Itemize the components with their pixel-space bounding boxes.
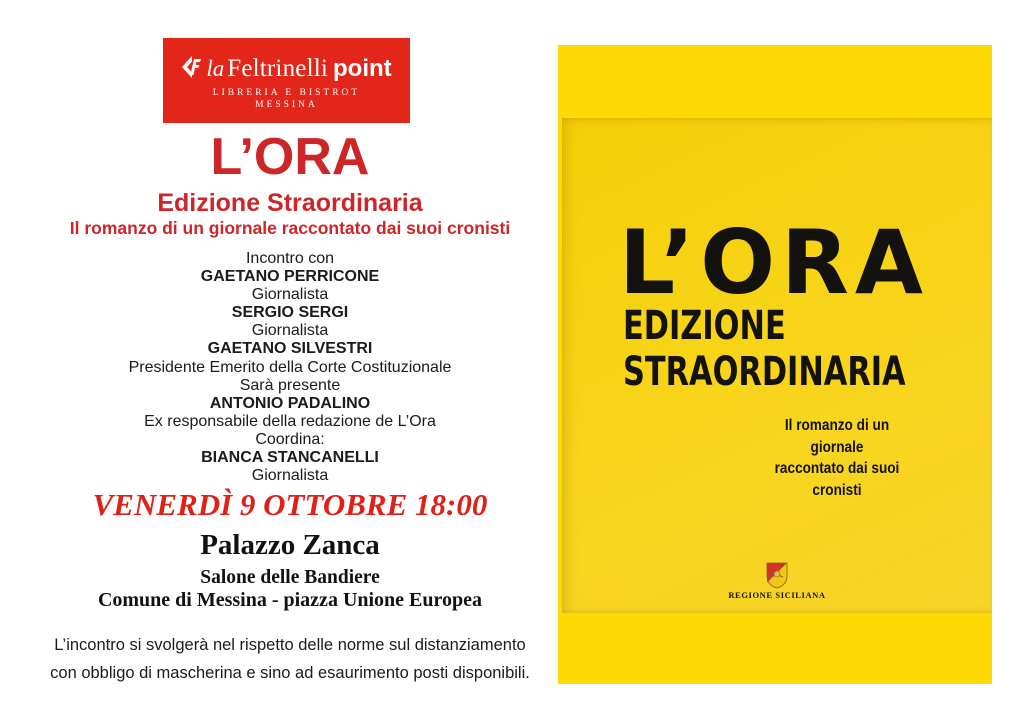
speakers-block [35,250,545,485]
logo-city: MESSINA [255,99,318,110]
speaker-role: Giornalista [251,322,329,340]
event-tagline: Il romanzo di un giornale raccontato dai suoi cronisti [69,218,511,238]
covid-notice [35,631,545,687]
sicily-crest-icon [562,562,992,589]
feltrinelli-f-icon [181,55,201,83]
book-cover-panel [558,45,992,684]
logo-text-la: la [206,55,225,81]
logo-text-feltrinelli: Feltrinelli [227,54,329,82]
venue-address: Comune di Messina - piazza Unione Europea [97,589,483,611]
book-tagline-line1: Il romanzo di un giornale [784,417,890,456]
book-tagline [761,415,914,501]
logo-text-point: point [333,54,392,82]
moderator-role: Giornalista [251,467,329,485]
moderator-intro: Coordina: [255,430,325,448]
event-subtitle: Edizione Straordinaria [157,189,423,217]
speaker-name: GAETANO SILVESTRI [207,340,373,358]
book-tagline-line2: raccontato dai suoi cronisti [774,460,900,499]
book-subtitle-line1: EDIZIONE [623,303,786,349]
feltrinelli-logo-wordmark [181,52,391,81]
event-datetime: VENERDÌ 9 OTTOBRE 18:00 [92,487,488,522]
book-cover [562,118,992,613]
speakers-intro: Incontro con [245,250,335,267]
venue-room: Salone delle Bandiere [200,567,380,588]
speaker-name: GAETANO PERRICONE [200,268,380,286]
publisher-name: REGIONE SICILIANA [728,590,826,600]
speaker-role: Giornalista [251,286,329,304]
moderator-name: BIANCA STANCANELLI [201,449,379,467]
book-title: L’ORA [619,211,929,314]
logo-subtitle: LIBRERIA E BISTROT [212,87,361,98]
event-title: L’ORA [210,128,370,186]
speaker-role: Presidente Emerito della Corte Costituzionale [128,358,452,376]
covid-notice-line2: con obbligo di mascherina e sino ad esaurimento posti disponibili. [50,664,530,682]
book-subtitle [623,304,906,395]
guest-name: ANTONIO PADALINO [209,394,371,412]
guest-intro: Sarà presente [239,376,341,394]
feltrinelli-logo [163,38,410,123]
guest-role: Ex responsabile della redazione de L’Ora [144,412,436,430]
covid-notice-line1: L’incontro si svolgerà nel rispetto delle norme sul distanziamento [54,636,526,654]
speaker-name: SERGIO SERGI [231,304,349,322]
book-subtitle-line2: STRAORDINARIA [623,348,906,395]
venue-name: Palazzo Zanca [200,529,380,561]
